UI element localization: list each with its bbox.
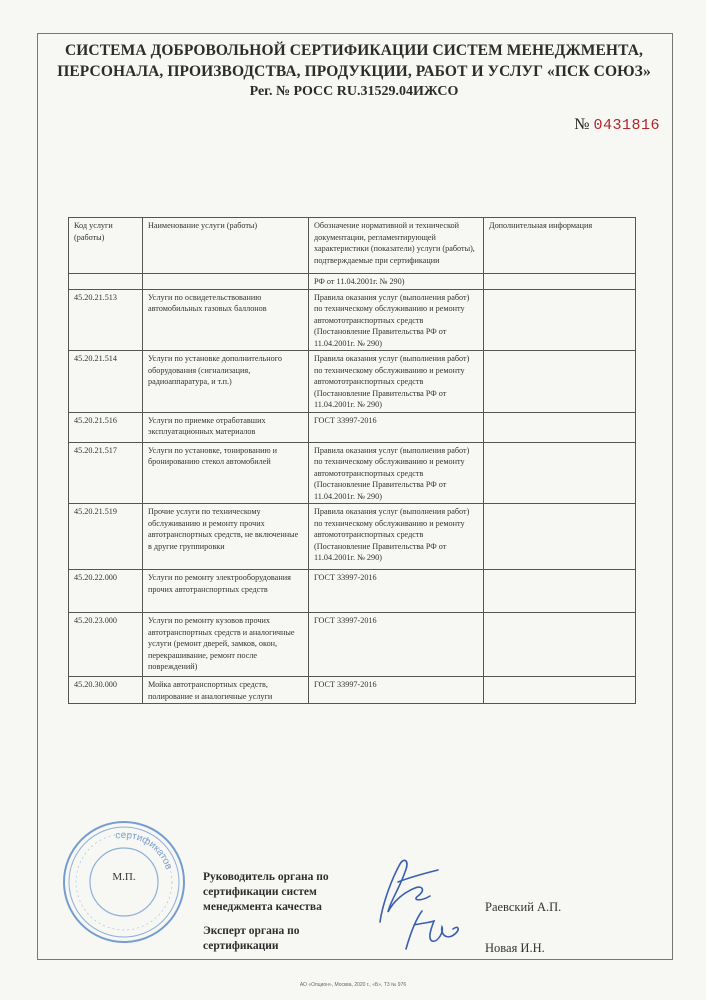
carryover-text: РФ от 11.04.2001г. № 290) xyxy=(309,274,484,290)
service-info xyxy=(484,412,636,442)
service-info xyxy=(484,289,636,351)
service-code: 45.20.22.000 xyxy=(69,570,143,613)
service-doc: ГОСТ 33997-2016 xyxy=(309,613,484,677)
service-info xyxy=(484,442,636,504)
service-code: 45.20.21.514 xyxy=(69,351,143,413)
service-doc: Правила оказания услуг (выполнения работ) по техническому обслуживанию и ремонту автомототранспортных средств (Постановление Правительства РФ от 11.04.2001г. № 290) xyxy=(309,442,484,504)
service-doc: ГОСТ 33997-2016 xyxy=(309,677,484,704)
head-signatory-name: Раевский А.П. xyxy=(485,900,562,914)
service-code: 45.20.21.513 xyxy=(69,289,143,351)
seal-ring-text: сертификатов xyxy=(114,829,174,872)
table-row xyxy=(69,504,636,570)
service-name: Прочие услуги по техническому обслуживанию и ремонту прочих автотранспортных средств, не включенные в другие группировки xyxy=(143,504,309,570)
header-name: Наименование услуги (работы) xyxy=(143,218,309,274)
service-info xyxy=(484,504,636,570)
serial-number xyxy=(574,116,660,134)
service-code: 45.20.23.000 xyxy=(69,613,143,677)
expert-signatory-name: Новая И.Н. xyxy=(485,941,545,955)
services-table xyxy=(68,217,636,704)
header-doc: Обозначение нормативной и технической документации, регламентирующей характеристики (показатели) услуги (работы), подтверждаемые при сертификации xyxy=(309,218,484,274)
expert-signature xyxy=(398,905,468,953)
service-info xyxy=(484,677,636,704)
seal-mark: М.П. xyxy=(112,871,136,883)
printer-imprint: АО «Опцион», Москва, 2020 г., «Б», Т3 № 976 xyxy=(299,982,407,988)
service-doc: ГОСТ 33997-2016 xyxy=(309,412,484,442)
table-row xyxy=(69,412,636,442)
header-code: Код услуги (работы) xyxy=(69,218,143,274)
service-info xyxy=(484,351,636,413)
service-code: 45.20.21.517 xyxy=(69,442,143,504)
svg-text:сертификатов xyxy=(115,830,174,871)
table-row xyxy=(69,289,636,351)
service-doc: ГОСТ 33997-2016 xyxy=(309,570,484,613)
table-row xyxy=(69,570,636,613)
service-name: Услуги по ремонту кузовов прочих автотранспортных средств и аналогичные услуги (ремонт дверей, замков, окон, перекрашивание, ремонт после повреждений) xyxy=(143,613,309,677)
service-name: Услуги по установке дополнительного оборудования (сигнализация, радиоаппаратура, и т.п.) xyxy=(143,351,309,413)
carryover-row xyxy=(69,274,636,290)
certificate-header xyxy=(37,40,671,102)
serial-value: 0431816 xyxy=(593,117,660,134)
service-info xyxy=(484,570,636,613)
registration-number: Рег. № РОСС RU.31529.04ИЖСО xyxy=(249,84,459,99)
service-code: 45.20.21.519 xyxy=(69,504,143,570)
header-info: Дополнительная информация xyxy=(484,218,636,274)
service-doc: Правила оказания услуг (выполнения работ) по техническому обслуживанию и ремонту автомототранспортных средств (Постановление Правительства РФ от 11.04.2001г. № 290) xyxy=(309,289,484,351)
service-doc: Правила оказания услуг (выполнения работ) по техническому обслуживанию и ремонту автомототранспортных средств (Постановление Правительства РФ от 11.04.2001г. № 290) xyxy=(309,351,484,413)
service-info xyxy=(484,613,636,677)
head-signatory-label: Руководитель органа по сертификации систем менеджмента качества xyxy=(203,871,329,913)
serial-prefix: № xyxy=(574,116,590,133)
header-line-1: СИСТЕМА ДОБРОВОЛЬНОЙ СЕРТИФИКАЦИИ СИСТЕМ МЕНЕДЖМЕНТА, xyxy=(64,42,644,59)
table-row xyxy=(69,442,636,504)
service-name: Услуги по ремонту электрооборудования прочих автотранспортных средств xyxy=(143,570,309,613)
service-name: Услуги по освидетельствованию автомобильных газовых баллонов xyxy=(143,289,309,351)
table-header-row xyxy=(69,218,636,274)
service-doc: Правила оказания услуг (выполнения работ) по техническому обслуживанию и ремонту автомототранспортных средств (Постановление Правительства РФ от 11.04.2001г. № 290) xyxy=(309,504,484,570)
table-row xyxy=(69,677,636,704)
service-name: Мойка автотранспортных средств, полирование и аналогичные услуги xyxy=(143,677,309,704)
service-code: 45.20.30.000 xyxy=(69,677,143,704)
expert-signatory-label: Эксперт органа по сертификации xyxy=(203,925,300,952)
table-row xyxy=(69,351,636,413)
header-line-2: ПЕРСОНАЛА, ПРОИЗВОДСТВА, ПРОДУКЦИИ, РАБОТ И УСЛУГ «ПСК СОЮЗ» xyxy=(57,63,651,80)
service-code: 45.20.21.516 xyxy=(69,412,143,442)
service-name: Услуги по приемке отработавших эксплуатационных материалов xyxy=(143,412,309,442)
service-name: Услуги по установке, тонированию и бронированию стекол автомобилей xyxy=(143,442,309,504)
official-seal xyxy=(60,818,188,946)
table-row xyxy=(69,613,636,677)
